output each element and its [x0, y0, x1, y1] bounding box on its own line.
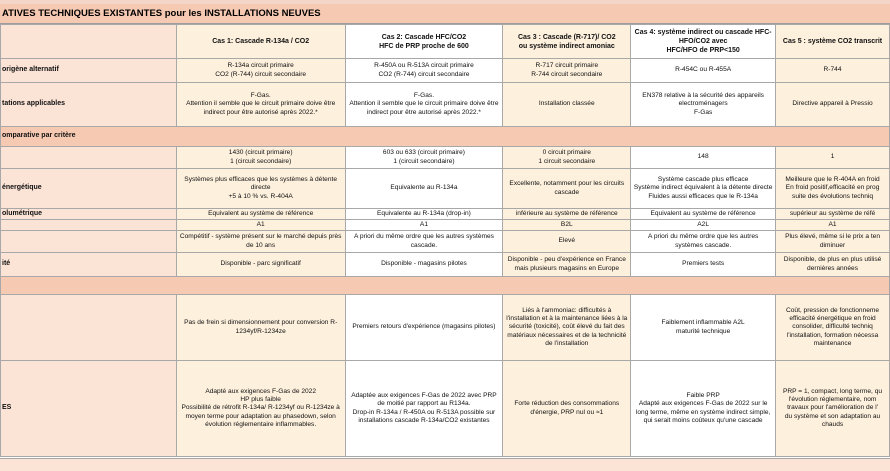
header-label-cell — [1, 25, 177, 59]
table-cell[interactable]: F-Gas. Attention il semble que le circuit primaire doive être indirect pour être autorisé après 2022.* — [345, 83, 503, 127]
table-cell[interactable]: Adaptée aux exigences F-Gas de 2022 avec PRP de moitié par rapport au R134a. Drop-in R-134a / R-450A ou R-513A possible sur installations cascade R-134a/CO2 existantes — [345, 361, 503, 457]
section-header-empty[interactable] — [1, 277, 890, 295]
header-cas-4[interactable]: Cas 4: système indirect ou cascade HFC- HFO/CO2 avec HFC/HFO de PRP<150 — [631, 25, 776, 59]
table-cell[interactable]: R-744 — [776, 59, 890, 83]
table-cell[interactable]: 148 — [631, 147, 776, 169]
row-label[interactable]: origène alternatif — [1, 59, 177, 83]
table-cell[interactable]: Forte réduction des consommations d'énergie, PRP nul ou ≈1 — [503, 361, 631, 457]
table-cell[interactable]: 0 circuit primaire 1 circuit secondaire — [503, 147, 631, 169]
table-row — [1, 361, 890, 457]
row-label[interactable] — [1, 231, 177, 253]
table-cell[interactable]: Disponible - peu d'expérience en France mais plusieurs magasins en Europe — [503, 253, 631, 277]
bottom-strip — [0, 458, 890, 471]
table-cell[interactable]: Excellente, notamment pour les circuits cascade — [503, 169, 631, 209]
row-label[interactable]: ité — [1, 253, 177, 277]
table-cell[interactable]: Plus élevé, même si le prix a ten diminuer — [776, 231, 890, 253]
header-cas-2[interactable]: Cas 2: Cascade HFC/CO2 HFC de PRP proche de 600 — [345, 25, 503, 59]
table-cell[interactable]: Equivalente au R-134a (drop-in) — [345, 209, 503, 220]
table-cell[interactable]: Liés à l'ammoniac: difficultés à l'installation et à la maintenance liées à la sécurité (toxicité), coût élevé du fait des matériaux nécessaires et de la technicité de l'installation — [503, 295, 631, 361]
table-cell[interactable]: Equivalent au système de référence — [176, 209, 345, 220]
table-cell[interactable]: PRP = 1, compact, long terme, qu l'évolution réglementaire, nom travaux pour l'amélioration de l' du système et son adaptation au chauds — [776, 361, 890, 457]
section-header[interactable]: omparative par critère — [1, 127, 890, 147]
table-cell[interactable]: EN378 relative à la sécurité des appareils electroménagers F-Gas — [631, 83, 776, 127]
table-cell[interactable]: Premiers tests — [631, 253, 776, 277]
row-label[interactable] — [1, 295, 177, 361]
table-cell[interactable]: Systèmes plus efficaces que les systèmes à détente directe +5 à 10 % vs. R-404A — [176, 169, 345, 209]
table-cell[interactable]: Equivalent au système de référence — [631, 209, 776, 220]
table-cell[interactable]: A1 — [176, 220, 345, 231]
table-cell[interactable]: 603 ou 633 (circuit primaire) 1 (circuit secondaire) — [345, 147, 503, 169]
table-cell[interactable]: Coût, pression de fonctionneme efficacité énergétique en froid consolider, difficulté techniq l'installation, formation nécessa maintenance — [776, 295, 890, 361]
table-cell[interactable]: Compétitif - système présent sur le marché depuis près de 10 ans — [176, 231, 345, 253]
row-label[interactable]: olumétrique — [1, 209, 177, 220]
sheet-title: ATIVES TECHNIQUES EXISTANTES pour les INSTALLATIONS NEUVES — [0, 4, 890, 24]
table-row — [1, 295, 890, 361]
table-cell[interactable]: Faible PRP Adapté aux exigences F-Gas de 2022 sur le long terme, même en système indirect simple, qui serait moins coûteux qu'une cascade — [631, 361, 776, 457]
row-label[interactable]: tations applicables — [1, 83, 177, 127]
table-cell[interactable]: R-717 circuit primaire R-744 circuit secondaire — [503, 59, 631, 83]
table-cell[interactable]: 1 — [776, 147, 890, 169]
section-row — [1, 277, 890, 295]
table-cell[interactable]: A1 — [345, 220, 503, 231]
table-cell[interactable]: B2L — [503, 220, 631, 231]
table-row — [1, 169, 890, 209]
table-cell[interactable]: A2L — [631, 220, 776, 231]
table-row — [1, 59, 890, 83]
section-row — [1, 127, 890, 147]
table-cell[interactable]: inférieure au système de référence — [503, 209, 631, 220]
comparison-table — [0, 24, 890, 457]
table-cell[interactable]: A priori du même ordre que les autres systèmes cascade. — [345, 231, 503, 253]
table-cell[interactable]: A priori du même ordre que les autres systèmes cascade. — [631, 231, 776, 253]
table-cell[interactable]: Disponible - parc significatif — [176, 253, 345, 277]
table-cell[interactable]: Premiers retours d'expérience (magasins pilotes) — [345, 295, 503, 361]
row-label[interactable]: ES — [1, 361, 177, 457]
row-label[interactable]: énergétique — [1, 169, 177, 209]
table-cell[interactable]: Installation classée — [503, 83, 631, 127]
table-cell[interactable]: Disponible, de plus en plus utilisé dernières années — [776, 253, 890, 277]
table-cell[interactable]: Adapté aux exigences F-Gas de 2022 HP plus faible Possibilité de rétrofit R-134a/ R-1234yf ou R-1234ze à moyen terme pour adaptation au phasedown, selon évolution réglementaire inflammables. — [176, 361, 345, 457]
table-row — [1, 83, 890, 127]
table-row — [1, 209, 890, 220]
header-cas-1[interactable]: Cas 1: Cascade R-134a / CO2 — [176, 25, 345, 59]
table-cell[interactable]: R-450A ou R-513A circuit primaire CO2 (R-744) circuit secondaire — [345, 59, 503, 83]
table-row — [1, 220, 890, 231]
table-row — [1, 147, 890, 169]
table-cell[interactable]: Disponible - magasins pilotes — [345, 253, 503, 277]
table-row — [1, 231, 890, 253]
table-cell[interactable]: R-454C ou R-455A — [631, 59, 776, 83]
table-row — [1, 253, 890, 277]
table-cell[interactable]: Pas de frein si dimensionnement pour conversion R-1234yf/R-1234ze — [176, 295, 345, 361]
table-cell[interactable]: R-134a circuit primaire CO2 (R-744) circuit secondaire — [176, 59, 345, 83]
table-cell[interactable]: F-Gas. Attention il semble que le circuit primaire doive être indirect pour être autorisé après 2022.* — [176, 83, 345, 127]
table-cell[interactable]: Equivalente au R-134a — [345, 169, 503, 209]
table-cell[interactable]: Faiblement inflammable A2L maturité technique — [631, 295, 776, 361]
header-cas-5[interactable]: Cas 5 : système CO2 transcrit — [776, 25, 890, 59]
header-cas-3[interactable]: Cas 3 : Cascade (R-717)/ CO2 ou système indirect amoniac — [503, 25, 631, 59]
table-cell[interactable]: Meilleure que le R-404A en froid En froid positif,efficacité en prog suite des évolutions techniq — [776, 169, 890, 209]
row-label[interactable] — [1, 147, 177, 169]
table-cell[interactable]: Directive appareil à Pressio — [776, 83, 890, 127]
table-cell[interactable]: A1 — [776, 220, 890, 231]
header-row — [1, 25, 890, 59]
table-cell[interactable]: supérieur au système de réfé — [776, 209, 890, 220]
row-label[interactable] — [1, 220, 177, 231]
table-cell[interactable]: Système cascade plus efficace Système indirect équivalent à la détente directe Fluides aussi efficaces que le R-134a — [631, 169, 776, 209]
table-cell[interactable]: 1430 (circuit primaire) 1 (circuit secondaire) — [176, 147, 345, 169]
table-cell[interactable]: Elevé — [503, 231, 631, 253]
